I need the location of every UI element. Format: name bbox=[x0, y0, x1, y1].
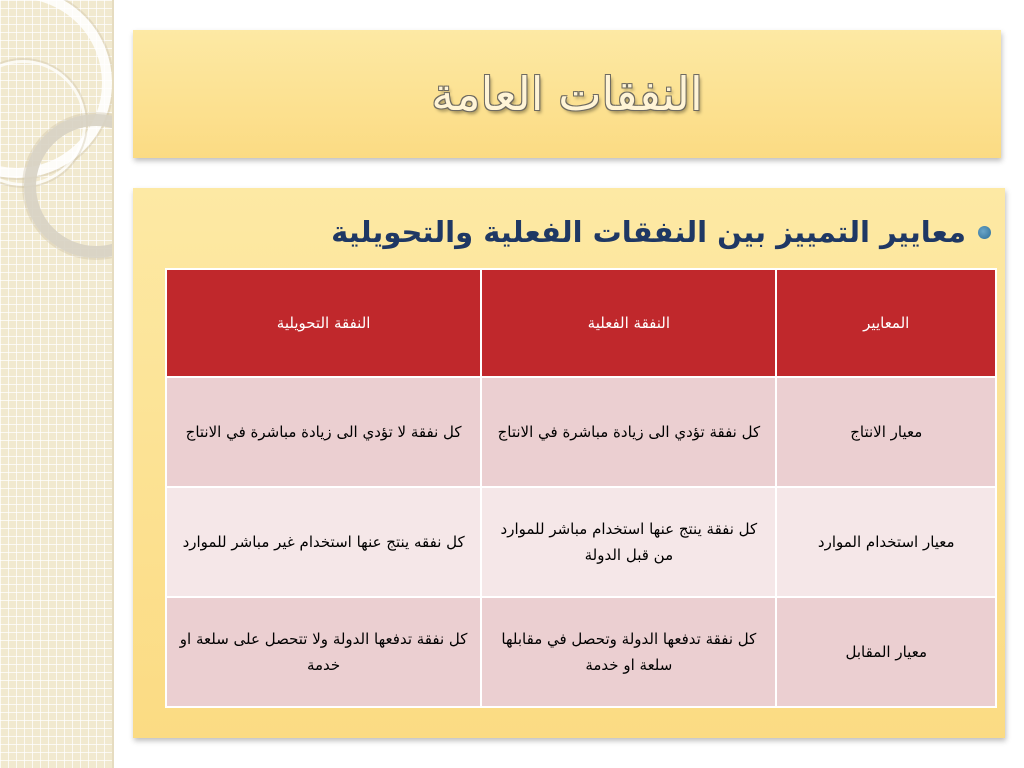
table-row bbox=[166, 377, 996, 487]
table-cell: كل نفقه ينتج عنها استخدام غير مباشر للموارد bbox=[166, 487, 481, 597]
divider bbox=[112, 0, 114, 768]
bullet-heading: معايير التمييز بين النفقات الفعلية والتحويلية bbox=[331, 215, 966, 249]
title-panel bbox=[133, 30, 1001, 158]
header-cell-transfer-expense: النفقة التحويلية bbox=[166, 269, 481, 377]
decorative-side-panel bbox=[0, 0, 112, 768]
table-cell: معيار المقابل bbox=[776, 597, 996, 707]
header-cell-actual-expense: النفقة الفعلية bbox=[481, 269, 776, 377]
header-cell-criteria: المعايير bbox=[776, 269, 996, 377]
table-row bbox=[166, 487, 996, 597]
table-cell: كل نفقة تدفعها الدولة وتحصل في مقابلها سلعة او خدمة bbox=[481, 597, 776, 707]
table-cell: كل نفقة لا تؤدي الى زيادة مباشرة في الانتاج bbox=[166, 377, 481, 487]
table-cell: كل نفقة تؤدي الى زيادة مباشرة في الانتاج bbox=[481, 377, 776, 487]
bullet-item bbox=[291, 202, 991, 262]
bullet-icon bbox=[978, 226, 991, 239]
criteria-table bbox=[165, 268, 997, 708]
table-cell: كل نفقة تدفعها الدولة ولا تتحصل على سلعة او خدمة bbox=[166, 597, 481, 707]
slide-title: النفقات العامة bbox=[431, 67, 703, 121]
table-header-row bbox=[166, 269, 996, 377]
table-cell: كل نفقة ينتج عنها استخدام مباشر للموارد من قبل الدولة bbox=[481, 487, 776, 597]
table-cell: معيار الانتاج bbox=[776, 377, 996, 487]
table-row bbox=[166, 597, 996, 707]
table-cell: معيار استخدام الموارد bbox=[776, 487, 996, 597]
